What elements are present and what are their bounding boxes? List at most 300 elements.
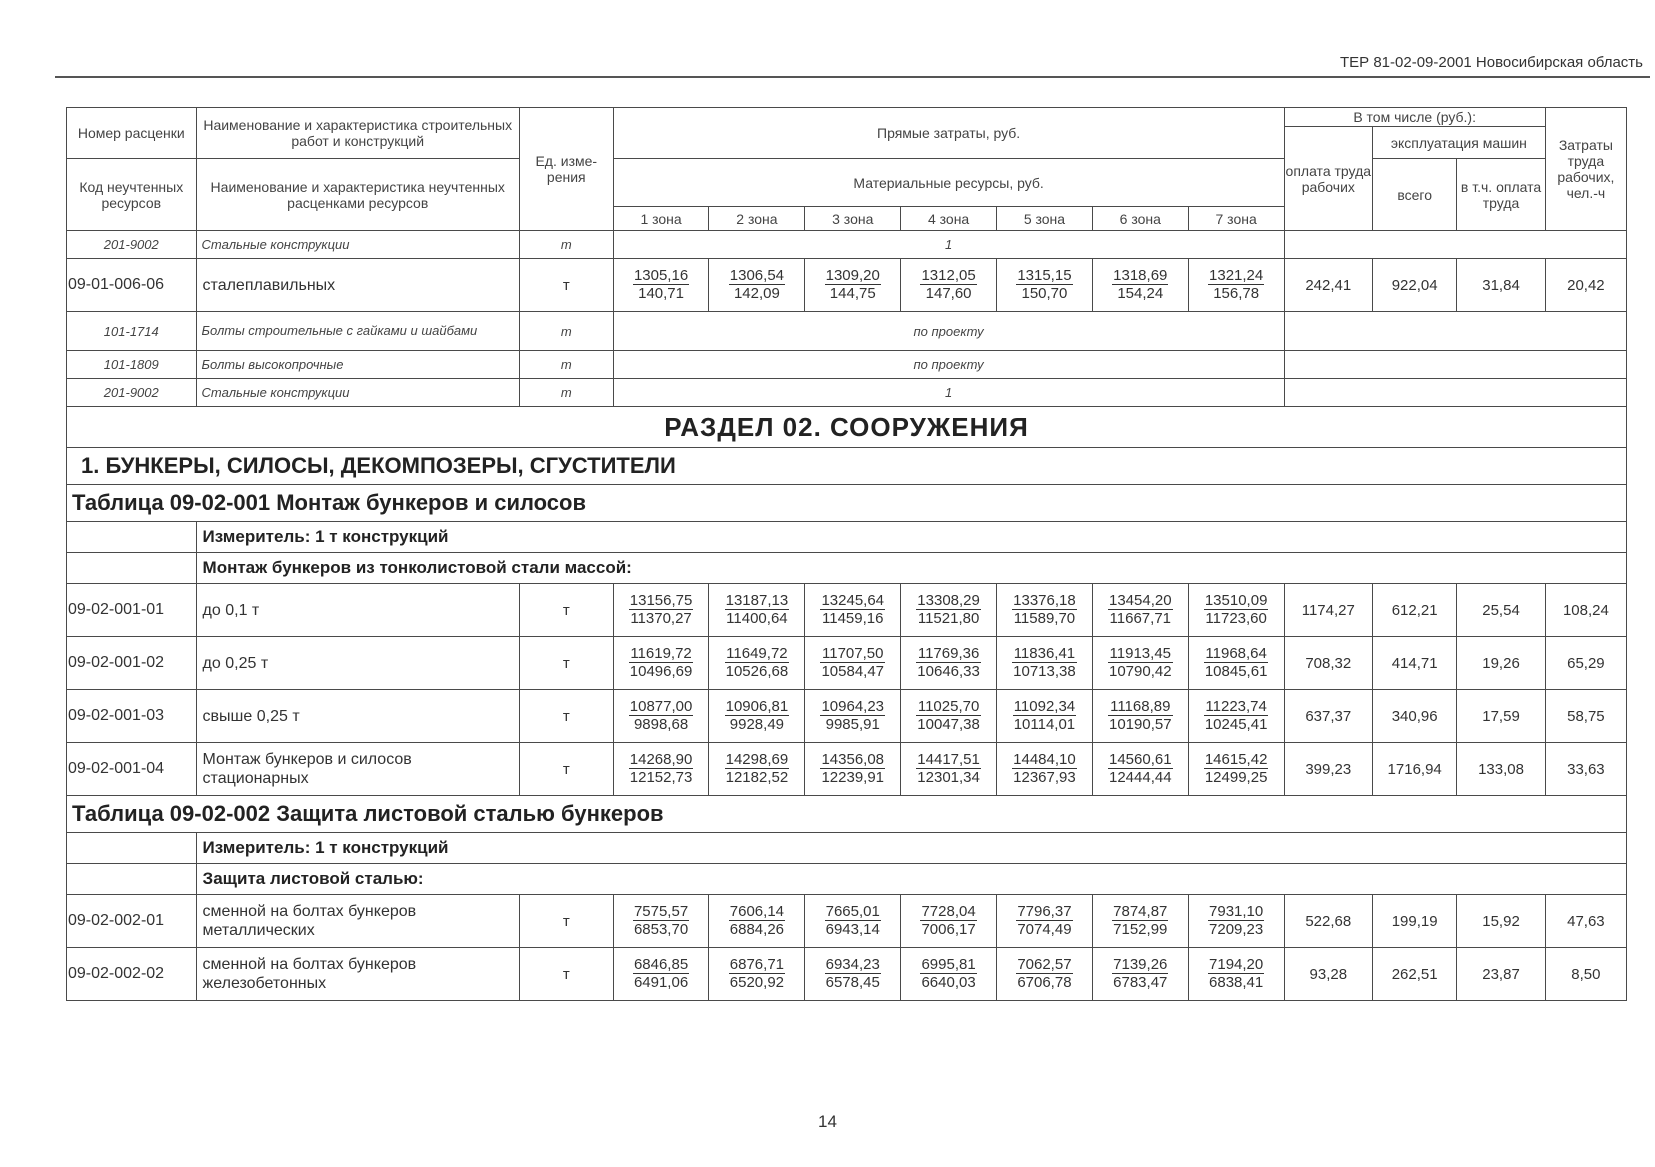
machines-total-value: 414,71 [1373, 637, 1457, 690]
resource-value: по проекту [613, 351, 1284, 379]
material-cost-value: 7006,17 [921, 921, 976, 938]
zone-header-5: 5 зона [997, 207, 1093, 231]
zone-price-5 [997, 584, 1093, 637]
rate-code: 09-02-001-01 [67, 584, 197, 637]
zone-price-pair [725, 592, 790, 627]
material-cost-value: 9985,91 [825, 716, 880, 733]
material-cost-value: 10526,68 [725, 663, 789, 680]
rate-row [67, 690, 1627, 743]
zone-price-4 [901, 743, 997, 796]
header-material: Материальные ресурсы, руб. [613, 159, 1284, 207]
header-work-name: Наименование и характеристика строительных работ и конструкций [196, 108, 519, 159]
direct-cost-value: 11836,41 [1013, 645, 1076, 662]
material-cost-value: 10713,38 [1013, 663, 1076, 680]
zone-price-pair [1108, 645, 1173, 680]
material-cost-value: 150,70 [1021, 285, 1068, 302]
material-cost-value: 6838,41 [1209, 974, 1264, 991]
zone-price-4 [901, 895, 997, 948]
direct-cost-value: 7874,87 [1113, 903, 1168, 920]
labor-hours-value: 20,42 [1545, 259, 1626, 312]
direct-cost-value: 7606,14 [729, 903, 785, 920]
table-body [67, 108, 1627, 1001]
resource-value: по проекту [613, 312, 1284, 351]
rate-row [67, 895, 1627, 948]
direct-cost-value: 1309,20 [825, 267, 880, 284]
zone-price-pair [725, 698, 790, 733]
direct-cost-value: 1312,05 [921, 267, 976, 284]
material-cost-value: 11589,70 [1013, 610, 1076, 627]
material-cost-value: 11370,27 [630, 610, 692, 627]
machines-labor-value: 19,26 [1457, 637, 1545, 690]
resource-name: Стальные конструкции [196, 379, 519, 407]
material-cost-value: 12444,44 [1108, 769, 1172, 786]
zone-price-3 [805, 584, 901, 637]
material-cost-value: 10845,61 [1204, 663, 1268, 680]
material-cost-value: 12182,52 [725, 769, 789, 786]
header-resource-code: Код неучтенных ресурсов [67, 159, 197, 231]
direct-cost-value: 11619,72 [630, 645, 692, 662]
resource-row [67, 312, 1627, 351]
section-title-row [67, 407, 1627, 448]
table-subtitle: Монтаж бункеров из тонколистовой стали массой: [196, 553, 1626, 584]
header-rule [55, 76, 1650, 78]
zone-price-pair [825, 267, 881, 302]
zone-price-pair [820, 592, 885, 627]
zone-header-7: 7 зона [1188, 207, 1284, 231]
rates-table [66, 107, 1627, 1001]
zone-price-1 [613, 637, 709, 690]
resource-unit: т [519, 231, 613, 259]
header-labor-pay: оплата труда рабочих [1284, 127, 1372, 231]
material-cost-value: 11667,71 [1109, 610, 1171, 627]
material-cost-value: 9928,49 [729, 716, 785, 733]
zone-price-pair [820, 645, 885, 680]
direct-cost-value: 13308,29 [917, 592, 980, 609]
zone-price-6 [1092, 743, 1188, 796]
direct-cost-value: 10906,81 [725, 698, 789, 715]
material-cost-value: 10047,38 [917, 716, 980, 733]
direct-cost-value: 1321,24 [1209, 267, 1264, 284]
direct-cost-value: 14298,69 [725, 751, 789, 768]
rate-unit: т [519, 259, 613, 312]
direct-cost-value: 7194,20 [1209, 956, 1264, 973]
rate-name: до 0,25 т [196, 637, 519, 690]
zone-price-pair [633, 903, 689, 938]
zone-price-pair [1112, 956, 1168, 991]
zone-price-1 [613, 948, 709, 1001]
zone-price-pair [916, 698, 981, 733]
machines-labor-value: 25,54 [1457, 584, 1545, 637]
machines-total-value: 262,51 [1373, 948, 1457, 1001]
zone-header-2: 2 зона [709, 207, 805, 231]
material-cost-value: 147,60 [925, 285, 972, 302]
zone-price-pair [729, 903, 785, 938]
resource-code: 101-1714 [67, 312, 197, 351]
material-cost-value: 12239,91 [821, 769, 885, 786]
rate-name: свыше 0,25 т [196, 690, 519, 743]
zone-price-1 [613, 690, 709, 743]
material-cost-value: 12499,25 [1204, 769, 1268, 786]
header-machines-total: всего [1373, 159, 1457, 231]
labor-pay-value: 522,68 [1284, 895, 1372, 948]
group-title: 1. БУНКЕРЫ, СИЛОСЫ, ДЕКОМПОЗЕРЫ, СГУСТИТЕЛИ [67, 448, 1627, 485]
header-machines: эксплуатация машин [1373, 127, 1546, 159]
machines-total-value: 1716,94 [1373, 743, 1457, 796]
zone-price-6 [1092, 259, 1188, 312]
zone-price-7 [1188, 584, 1284, 637]
zone-price-4 [901, 948, 997, 1001]
empty-cell [1284, 379, 1626, 407]
resource-unit: т [519, 312, 613, 351]
direct-cost-value: 1318,69 [1113, 267, 1168, 284]
zone-header-1: 1 зона [613, 207, 709, 231]
material-cost-value: 6491,06 [633, 974, 689, 991]
direct-cost-value: 10964,23 [821, 698, 885, 715]
material-cost-value: 10245,41 [1204, 716, 1268, 733]
zone-price-pair [1112, 267, 1168, 302]
table-subtitle: Защита листовой сталью: [196, 864, 1626, 895]
zone-price-pair [1012, 645, 1077, 680]
zone-price-5 [997, 895, 1093, 948]
empty-cell [1284, 312, 1626, 351]
labor-hours-value: 47,63 [1545, 895, 1626, 948]
material-cost-value: 140,71 [638, 285, 684, 302]
labor-pay-value: 399,23 [1284, 743, 1372, 796]
zone-price-2 [709, 584, 805, 637]
direct-cost-value: 13187,13 [725, 592, 789, 609]
resource-name: Болты высокопрочные [196, 351, 519, 379]
group-title-row [67, 448, 1627, 485]
zone-header-4: 4 зона [901, 207, 997, 231]
zone-price-2 [709, 690, 805, 743]
rate-row [67, 637, 1627, 690]
resource-value: 1 [613, 379, 1284, 407]
rate-unit: т [519, 690, 613, 743]
direct-cost-value: 11025,70 [917, 698, 980, 715]
zone-price-pair [1012, 592, 1077, 627]
rate-code: 09-02-001-04 [67, 743, 197, 796]
table-title-row [67, 485, 1627, 522]
material-cost-value: 12367,93 [1013, 769, 1076, 786]
zone-price-1 [613, 259, 709, 312]
machines-labor-value: 31,84 [1457, 259, 1545, 312]
rate-name: сменной на болтах бункеров железобетонных [196, 948, 519, 1001]
rate-code: 09-02-001-03 [67, 690, 197, 743]
zone-price-7 [1188, 895, 1284, 948]
zone-price-1 [613, 584, 709, 637]
labor-pay-value: 637,37 [1284, 690, 1372, 743]
empty-cell [67, 833, 197, 864]
direct-cost-value: 11092,34 [1013, 698, 1076, 715]
table-meter-row [67, 833, 1627, 864]
zone-price-pair [1108, 698, 1173, 733]
rate-row [67, 743, 1627, 796]
machines-labor-value: 133,08 [1457, 743, 1545, 796]
zone-price-7 [1188, 637, 1284, 690]
rate-unit: т [519, 895, 613, 948]
zone-price-6 [1092, 895, 1188, 948]
zone-price-5 [997, 743, 1093, 796]
header-unit: Ед. изме- рения [519, 108, 613, 231]
direct-cost-value: 7575,57 [633, 903, 689, 920]
zone-price-pair [633, 267, 689, 302]
direct-cost-value: 7062,57 [1017, 956, 1072, 973]
direct-cost-value: 11707,50 [822, 645, 884, 662]
rate-unit: т [519, 948, 613, 1001]
zone-price-5 [997, 690, 1093, 743]
rate-row [67, 584, 1627, 637]
zone-price-pair [629, 592, 694, 627]
zone-price-pair [1016, 903, 1072, 938]
zone-price-pair [729, 267, 785, 302]
zone-price-pair [916, 645, 981, 680]
rate-unit: т [519, 743, 613, 796]
rate-code: 09-02-002-02 [67, 948, 197, 1001]
material-cost-value: 156,78 [1213, 285, 1260, 302]
zone-price-3 [805, 948, 901, 1001]
zone-price-2 [709, 948, 805, 1001]
zone-price-pair [725, 645, 790, 680]
rate-row [67, 948, 1627, 1001]
direct-cost-value: 13510,09 [1204, 592, 1268, 609]
material-cost-value: 10114,01 [1013, 716, 1076, 733]
table-title: Таблица 09-02-001 Монтаж бункеров и силосов [67, 485, 1627, 522]
material-cost-value: 10646,33 [917, 663, 980, 680]
material-cost-value: 12301,34 [917, 769, 980, 786]
labor-hours-value: 58,75 [1545, 690, 1626, 743]
material-cost-value: 10496,69 [629, 663, 693, 680]
zone-price-5 [997, 948, 1093, 1001]
zone-price-3 [805, 637, 901, 690]
table-title-row [67, 796, 1627, 833]
zone-price-pair [629, 751, 694, 786]
zone-price-2 [709, 259, 805, 312]
zone-price-pair [1208, 956, 1264, 991]
header-direct-costs: Прямые затраты, руб. [613, 108, 1284, 159]
direct-cost-value: 13156,75 [629, 592, 693, 609]
resource-name: Болты строительные с гайками и шайбами [196, 312, 519, 351]
material-cost-value: 7074,49 [1017, 921, 1072, 938]
table-meter: Измеритель: 1 т конструкций [196, 522, 1626, 553]
material-cost-value: 9898,68 [633, 716, 689, 733]
zone-price-pair [1013, 698, 1076, 733]
page-number: 14 [818, 1112, 837, 1131]
material-cost-value: 11459,16 [822, 610, 884, 627]
material-cost-value: 10190,57 [1108, 716, 1172, 733]
resource-code: 201-9002 [67, 379, 197, 407]
zone-header-6: 6 зона [1092, 207, 1188, 231]
zone-price-6 [1092, 690, 1188, 743]
header-rate-number: Номер расценки [67, 108, 197, 159]
direct-cost-value: 11913,45 [1109, 645, 1171, 662]
zone-price-pair [920, 267, 976, 302]
direct-cost-value: 1315,15 [1017, 267, 1072, 284]
table-subtitle-row [67, 864, 1627, 895]
zone-price-3 [805, 743, 901, 796]
direct-cost-value: 14268,90 [629, 751, 693, 768]
zone-price-4 [901, 259, 997, 312]
direct-cost-value: 6846,85 [633, 956, 689, 973]
direct-cost-value: 1306,54 [729, 267, 785, 284]
zone-price-pair [1112, 903, 1168, 938]
zone-header-3: 3 зона [805, 207, 901, 231]
direct-cost-value: 7139,26 [1113, 956, 1168, 973]
labor-pay-value: 93,28 [1284, 948, 1372, 1001]
resource-code: 201-9002 [67, 231, 197, 259]
material-cost-value: 11723,60 [1205, 610, 1267, 627]
resource-row [67, 379, 1627, 407]
labor-hours-value: 108,24 [1545, 584, 1626, 637]
header-including: В том числе (руб.): [1284, 108, 1545, 127]
material-cost-value: 6943,14 [825, 921, 880, 938]
machines-total-value: 922,04 [1373, 259, 1457, 312]
rate-unit: т [519, 584, 613, 637]
direct-cost-value: 14356,08 [821, 751, 885, 768]
material-cost-value: 6640,03 [921, 974, 976, 991]
direct-cost-value: 14560,61 [1108, 751, 1172, 768]
zone-price-pair [825, 903, 881, 938]
zone-price-2 [709, 895, 805, 948]
empty-cell [67, 522, 197, 553]
rate-row [67, 259, 1627, 312]
direct-cost-value: 7796,37 [1017, 903, 1072, 920]
zone-price-6 [1092, 637, 1188, 690]
rate-code: 09-02-002-01 [67, 895, 197, 948]
labor-hours-value: 8,50 [1545, 948, 1626, 1001]
material-cost-value: 142,09 [733, 285, 780, 302]
empty-cell [1284, 351, 1626, 379]
zone-price-4 [901, 584, 997, 637]
machines-labor-value: 17,59 [1457, 690, 1545, 743]
direct-cost-value: 6995,81 [921, 956, 976, 973]
direct-cost-value: 1305,16 [633, 267, 689, 284]
zone-price-3 [805, 895, 901, 948]
zone-price-pair [725, 751, 790, 786]
zone-price-pair [729, 956, 785, 991]
zone-price-pair [1204, 592, 1269, 627]
zone-price-5 [997, 259, 1093, 312]
machines-labor-value: 15,92 [1457, 895, 1545, 948]
zone-price-7 [1188, 948, 1284, 1001]
direct-cost-value: 6934,23 [825, 956, 880, 973]
zone-price-7 [1188, 259, 1284, 312]
zone-price-pair [916, 592, 981, 627]
resource-row [67, 231, 1627, 259]
material-cost-value: 154,24 [1117, 285, 1164, 302]
zone-price-7 [1188, 743, 1284, 796]
material-cost-value: 6884,26 [729, 921, 785, 938]
direct-cost-value: 7931,10 [1209, 903, 1264, 920]
zone-price-pair [1012, 751, 1077, 786]
direct-cost-value: 11968,64 [1205, 645, 1267, 662]
header-machines-labor: в т.ч. оплата труда [1457, 159, 1545, 231]
machines-total-value: 199,19 [1373, 895, 1457, 948]
rate-unit: т [519, 637, 613, 690]
resource-unit: т [519, 379, 613, 407]
material-cost-value: 6783,47 [1113, 974, 1168, 991]
direct-cost-value: 6876,71 [729, 956, 785, 973]
zone-price-1 [613, 743, 709, 796]
zone-price-pair [629, 698, 694, 733]
zone-price-pair [820, 698, 885, 733]
rate-name: до 0,1 т [196, 584, 519, 637]
rate-code: 09-01-006-06 [67, 259, 197, 312]
material-cost-value: 6706,78 [1017, 974, 1072, 991]
resource-row [67, 351, 1627, 379]
zone-price-5 [997, 637, 1093, 690]
document-header: ТЕР 81-02-09-2001 Новосибирская область [1340, 54, 1643, 71]
zone-price-pair [920, 903, 976, 938]
rate-name: сменной на болтах бункеров металлических [196, 895, 519, 948]
zone-price-pair [1204, 751, 1269, 786]
rate-name: Монтаж бункеров и силосов стационарных [196, 743, 519, 796]
zone-price-3 [805, 259, 901, 312]
table-meter: Измеритель: 1 т конструкций [196, 833, 1626, 864]
zone-price-4 [901, 637, 997, 690]
zone-price-pair [825, 956, 881, 991]
zone-price-6 [1092, 584, 1188, 637]
labor-hours-value: 65,29 [1545, 637, 1626, 690]
direct-cost-value: 13245,64 [821, 592, 885, 609]
material-cost-value: 7209,23 [1209, 921, 1264, 938]
zone-price-pair [1108, 751, 1173, 786]
labor-hours-value: 33,63 [1545, 743, 1626, 796]
empty-cell [67, 864, 197, 895]
direct-cost-value: 11223,74 [1205, 698, 1267, 715]
material-cost-value: 144,75 [829, 285, 876, 302]
direct-cost-value: 14615,42 [1204, 751, 1268, 768]
labor-pay-value: 1174,27 [1284, 584, 1372, 637]
direct-cost-value: 11168,89 [1108, 698, 1173, 716]
direct-cost-value: 11769,36 [917, 645, 980, 662]
empty-cell [1284, 231, 1626, 259]
table-subtitle-row [67, 553, 1627, 584]
zone-price-2 [709, 743, 805, 796]
zone-price-6 [1092, 948, 1188, 1001]
zone-price-pair [1016, 267, 1072, 302]
zone-price-pair [1204, 698, 1269, 733]
zone-price-pair [629, 645, 694, 680]
labor-pay-value: 242,41 [1284, 259, 1372, 312]
direct-cost-value: 7728,04 [921, 903, 976, 920]
material-cost-value: 12152,73 [629, 769, 693, 786]
empty-cell [67, 553, 197, 584]
header-labor-hours: Затраты труда рабочих, чел.-ч [1545, 108, 1626, 231]
machines-total-value: 612,21 [1373, 584, 1457, 637]
resource-name: Стальные конструкции [196, 231, 519, 259]
direct-cost-value: 14417,51 [917, 751, 980, 768]
zone-price-2 [709, 637, 805, 690]
material-cost-value: 11400,64 [726, 610, 788, 627]
rate-code: 09-02-001-02 [67, 637, 197, 690]
section-title: РАЗДЕЛ 02. СООРУЖЕНИЯ [67, 407, 1627, 448]
direct-cost-value: 7665,01 [825, 903, 880, 920]
machines-total-value: 340,96 [1373, 690, 1457, 743]
material-cost-value: 11521,80 [917, 610, 980, 627]
zone-price-3 [805, 690, 901, 743]
resource-value: 1 [613, 231, 1284, 259]
resource-unit: т [519, 351, 613, 379]
zone-price-pair [916, 751, 981, 786]
table-meter-row [67, 522, 1627, 553]
zone-price-pair [633, 956, 689, 991]
direct-cost-value: 11649,72 [726, 645, 788, 662]
material-cost-value: 6853,70 [633, 921, 689, 938]
zone-price-pair [1108, 592, 1173, 627]
material-cost-value: 10790,42 [1108, 663, 1172, 680]
labor-pay-value: 708,32 [1284, 637, 1372, 690]
rate-name: сталеплавильных [196, 259, 519, 312]
